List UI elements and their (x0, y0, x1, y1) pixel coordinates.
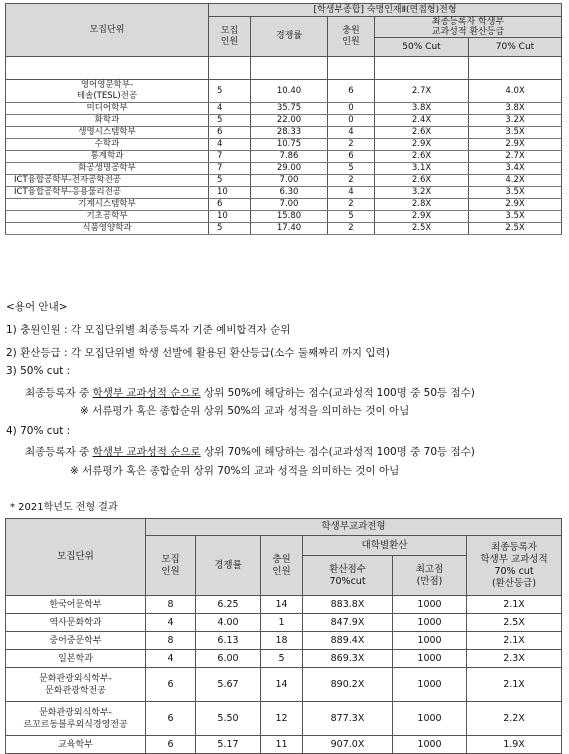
cut50-cell: 3.2X (375, 187, 469, 199)
table-row (6, 80, 562, 103)
cut50-cell: 2.8X (375, 199, 469, 211)
score-cell: 889.4X (303, 632, 393, 650)
table-row (6, 187, 562, 199)
max-cell: 1000 (393, 736, 467, 754)
glossary-item-1: 1) 충원인원 : 각 모집단위별 최종등록자 기준 예비합격자 순위 (6, 324, 291, 336)
ratio-cell: 17.40 (251, 223, 328, 235)
cut50-cell: 2.4X (375, 115, 469, 127)
quota-cell: 6 (146, 736, 196, 754)
unit-name-cell: ICT융합공학부-응용물리전공 (6, 187, 209, 199)
cut70-cell: 4.0X (469, 80, 562, 103)
score-cell: 890.2X (303, 668, 393, 702)
grade-cell: 2.1X (467, 596, 562, 614)
cut50-cell: 2.6X (375, 175, 469, 187)
header-cut70: 70% Cut (469, 38, 562, 57)
ratio-cell: 4.00 (196, 614, 261, 632)
quota-cell: 6 (146, 668, 196, 702)
fill-cell: 4 (328, 127, 375, 139)
quota-cell: 10 (209, 187, 251, 199)
t2-header-final: 최종등록자 학생부 교과성적 70% cut (환산등급) (467, 536, 562, 596)
quota-cell: 5 (209, 223, 251, 235)
table-row (6, 151, 562, 163)
unit-name-cell: 화학과 (6, 115, 209, 127)
grade-cell: 2.3X (467, 650, 562, 668)
grade-cell: 2.2X (467, 702, 562, 736)
table-row (6, 736, 562, 754)
fill-cell: 2 (328, 199, 375, 211)
ratio-cell: 5.67 (196, 668, 261, 702)
ratio-cell: 15.80 (251, 211, 328, 223)
fill-cell: 18 (261, 632, 303, 650)
table-row (6, 199, 562, 211)
quota-cell: 7 (209, 163, 251, 175)
grade-cell: 1.9X (467, 736, 562, 754)
max-cell: 1000 (393, 650, 467, 668)
cut70-cell: 3.5X (469, 127, 562, 139)
glossary-item-3-desc: 최종등록자 중 학생부 교과성적 순으로 상위 50%에 해당하는 점수(교과성적 100명 중 50등 점수) (25, 387, 475, 399)
max-cell: 1000 (393, 614, 467, 632)
fill-cell: 6 (328, 151, 375, 163)
quota-cell: 10 (209, 211, 251, 223)
fill-cell: 0 (328, 103, 375, 115)
unit-name-cell: 생명시스템학부 (6, 127, 209, 139)
table-row (6, 668, 562, 702)
t2-header-fill: 충원 인원 (261, 536, 303, 596)
grade-cell: 2.5X (467, 614, 562, 632)
cut70-cell: 4.2X (469, 175, 562, 187)
unit-name-cell: 기초공학부 (6, 211, 209, 223)
quota-cell: 4 (209, 139, 251, 151)
score-cell: 883.8X (303, 596, 393, 614)
table-row (6, 115, 562, 127)
fill-cell: 2 (328, 223, 375, 235)
quota-cell: 6 (209, 127, 251, 139)
unit-name-cell: 화공생명공학부 (6, 163, 209, 175)
unit-name-cell: 일본학과 (6, 650, 146, 668)
unit-name-cell: 미디어학부 (6, 103, 209, 115)
cut70-cell: 3.5X (469, 187, 562, 199)
table-row (6, 650, 562, 668)
fill-cell: 5 (328, 163, 375, 175)
quota-cell: 5 (209, 175, 251, 187)
header-fill: 충원 인원 (328, 17, 375, 57)
score-cell: 847.9X (303, 614, 393, 632)
glossary-item-3: 3) 50% cut : (6, 365, 71, 377)
glossary-item-4: 4) 70% cut : (6, 425, 71, 437)
score-cell: 869.3X (303, 650, 393, 668)
t2-header-max: 최고점 (만점) (393, 556, 467, 596)
ratio-cell: 6.25 (196, 596, 261, 614)
fill-cell: 6 (328, 80, 375, 103)
cut50-cell: 2.5X (375, 223, 469, 235)
fill-cell: 2 (328, 139, 375, 151)
t2-header-quota: 모집 인원 (146, 536, 196, 596)
ratio-cell: 7.00 (251, 199, 328, 211)
cut70-cell: 2.9X (469, 139, 562, 151)
grade-cell: 2.1X (467, 668, 562, 702)
fill-cell: 14 (261, 668, 303, 702)
ratio-cell: 5.50 (196, 702, 261, 736)
quota-cell: 6 (209, 199, 251, 211)
fill-cell: 5 (261, 650, 303, 668)
cut70-cell: 2.9X (469, 199, 562, 211)
admission-results-table-2021 (5, 518, 562, 754)
cut70-cell: 2.7X (469, 151, 562, 163)
quota-cell: 6 (146, 702, 196, 736)
quota-cell: 4 (146, 614, 196, 632)
fill-cell: 14 (261, 596, 303, 614)
fill-cell: 5 (328, 211, 375, 223)
fill-cell: 2 (328, 175, 375, 187)
unit-name-cell: 교육학부 (6, 736, 146, 754)
cut70-cell: 2.5X (469, 223, 562, 235)
quota-cell: 4 (146, 650, 196, 668)
unit-name-cell: 한국어문학부 (6, 596, 146, 614)
cut70-cell: 3.5X (469, 211, 562, 223)
max-cell: 1000 (393, 702, 467, 736)
ratio-cell: 35.75 (251, 103, 328, 115)
quota-cell: 5 (209, 80, 251, 103)
table-row (6, 139, 562, 151)
glossary-item-2: 2) 환산등급 : 각 모집단위별 학생 선발에 활용된 환산등급(소수 둘째짜리 까지 입력) (6, 347, 390, 359)
table-row (6, 175, 562, 187)
cut50-cell: 2.9X (375, 139, 469, 151)
table-row (6, 702, 562, 736)
table-row (6, 632, 562, 650)
ratio-cell: 29.00 (251, 163, 328, 175)
t2-header-group: 학생부교과전형 (146, 519, 562, 536)
header-cut50: 50% Cut (375, 38, 469, 57)
quota-cell: 4 (209, 103, 251, 115)
glossary-item-4-note: ※ 서류평가 혹은 종합순위 상위 70%의 교과 성적을 의미하는 것이 아님 (70, 465, 400, 477)
ratio-cell: 10.40 (251, 80, 328, 103)
t2-header-ratio: 경쟁률 (196, 536, 261, 596)
table-row (6, 103, 562, 115)
cut50-cell: 3.1X (375, 163, 469, 175)
quota-cell: 8 (146, 596, 196, 614)
ratio-cell: 22.00 (251, 115, 328, 127)
cut70-cell: 3.4X (469, 163, 562, 175)
table-row (6, 127, 562, 139)
fill-cell: 12 (261, 702, 303, 736)
ratio-cell: 5.17 (196, 736, 261, 754)
unit-name-cell: 중어중문학부 (6, 632, 146, 650)
header-quota: 모집 인원 (209, 17, 251, 57)
ratio-cell: 28.33 (251, 127, 328, 139)
t2-header-score: 환산점수 70%cut (303, 556, 393, 596)
table2-caption: * 2021학년도 전형 결과 (10, 502, 118, 513)
max-cell: 1000 (393, 596, 467, 614)
grade-cell: 2.1X (467, 632, 562, 650)
unit-name-cell: 식품영양학과 (6, 223, 209, 235)
header-spacer (6, 57, 562, 80)
table-row (6, 211, 562, 223)
table-row (6, 223, 562, 235)
cut50-cell: 2.6X (375, 127, 469, 139)
table-row (6, 163, 562, 175)
cut70-cell: 3.8X (469, 103, 562, 115)
quota-cell: 5 (209, 115, 251, 127)
max-cell: 1000 (393, 632, 467, 650)
score-cell: 907.0X (303, 736, 393, 754)
quota-cell: 7 (209, 151, 251, 163)
glossary-title: <용어 안내> (6, 301, 68, 313)
header-ratio: 경쟁률 (251, 17, 328, 57)
fill-cell: 0 (328, 115, 375, 127)
glossary-item-3-note: ※ 서류평가 혹은 종합순위 상위 50%의 교과 성적을 의미하는 것이 아님 (80, 405, 410, 417)
fill-cell: 4 (328, 187, 375, 199)
quota-cell: 8 (146, 632, 196, 650)
cut50-cell: 2.6X (375, 151, 469, 163)
unit-name-cell: ICT융합공학부-전자공학전공 (6, 175, 209, 187)
ratio-cell: 7.00 (251, 175, 328, 187)
max-cell: 1000 (393, 668, 467, 702)
table2-body (6, 596, 562, 754)
unit-name-cell: 문화관광외식학부- 문화관광학전공 (6, 668, 146, 702)
header-unit: 모집단위 (6, 4, 209, 57)
fill-cell: 1 (261, 614, 303, 632)
ratio-cell: 6.00 (196, 650, 261, 668)
t2-header-unit: 모집단위 (6, 519, 146, 596)
unit-name-cell: 기계시스템학부 (6, 199, 209, 211)
unit-name-cell: 문화관광외식학부- 르꼬르동블루외식경영전공 (6, 702, 146, 736)
fill-cell: 11 (261, 736, 303, 754)
table-row (6, 596, 562, 614)
unit-name-cell: 수학과 (6, 139, 209, 151)
t2-header-univ: 대학별환산 (303, 536, 467, 556)
cut50-cell: 2.9X (375, 211, 469, 223)
table1-body (6, 80, 562, 235)
cut70-cell: 3.2X (469, 115, 562, 127)
cut50-cell: 2.7X (375, 80, 469, 103)
ratio-cell: 6.30 (251, 187, 328, 199)
unit-name-cell: 역사문화학과 (6, 614, 146, 632)
header-final-grade: 최종등록자 학생부 교과성적 환산등급 (375, 17, 562, 38)
ratio-cell: 7.86 (251, 151, 328, 163)
ratio-cell: 10.75 (251, 139, 328, 151)
table-row (6, 614, 562, 632)
glossary-item-4-desc: 최종등록자 중 학생부 교과성적 순으로 상위 70%에 해당하는 점수(교과성적 100명 중 70등 점수) (25, 446, 475, 458)
ratio-cell: 6.13 (196, 632, 261, 650)
unit-name-cell: 통계학과 (6, 151, 209, 163)
cut50-cell: 3.8X (375, 103, 469, 115)
unit-name-cell: 영어영문학부- 테솔(TESL)전공 (6, 80, 209, 103)
score-cell: 877.3X (303, 702, 393, 736)
admission-results-table-2022 (5, 3, 562, 235)
header-group: [학생부종합] 숙명인재Ⅱ(면접형)전형 (209, 4, 562, 17)
